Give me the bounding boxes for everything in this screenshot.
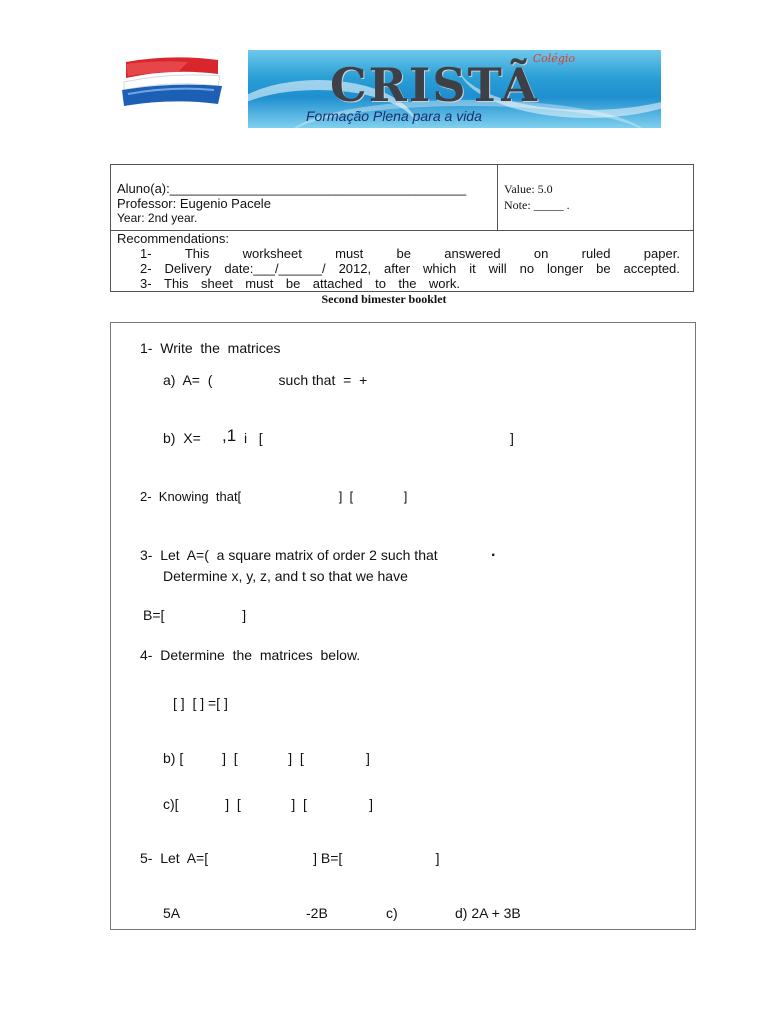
recommendation-item — [140, 246, 680, 262]
question-1b: b) X= — [163, 430, 201, 446]
recommendation-word: the — [398, 276, 417, 291]
recommendation-word: which — [423, 261, 457, 276]
recommendation-word: sheet — [201, 276, 233, 291]
banner-title: CRISTÃ — [330, 58, 539, 112]
school-logo-icon — [118, 56, 226, 108]
recommendation-item — [140, 276, 460, 292]
header-table — [110, 164, 694, 292]
recommendation-word: after — [384, 261, 411, 276]
question-2: 2- Knowing that[ ] [ ] — [140, 489, 408, 504]
question-4c: c)[ ] [ ] [ ] — [163, 796, 374, 812]
recommendation-word: This — [164, 276, 189, 291]
question-1b-bracket: ] — [510, 430, 514, 446]
recommendation-word: 2012, — [338, 261, 372, 276]
recommendation-item — [140, 261, 680, 277]
question-1b-value: ,1 — [222, 426, 237, 445]
recommendation-word: be — [396, 246, 412, 261]
question-4a: [ ] [ ] =[ ] — [173, 695, 228, 711]
question-3: 3- Let A=( a square matrix of order 2 such that — [140, 547, 438, 563]
recommendation-word: no — [519, 261, 535, 276]
school-banner — [248, 50, 661, 128]
banner-slogan: Formação Plena para a vida — [306, 108, 482, 124]
recommendation-word: must — [335, 246, 364, 261]
recommendation-word: date:___/______/ — [224, 261, 326, 276]
note-label: Note: _____ . — [504, 198, 570, 212]
recommendation-word: paper. — [643, 246, 680, 261]
question-5b: -2B — [306, 905, 328, 921]
questions-box — [110, 322, 696, 930]
booklet-title: Second bimester booklet — [321, 292, 447, 306]
question-1a: a) A= ( such that = + — [163, 372, 368, 388]
recommendation-word: worksheet — [242, 246, 302, 261]
recommendation-word: it — [469, 261, 476, 276]
value-label: Value: 5.0 — [504, 182, 553, 196]
question-1b-matrix: i [ — [244, 430, 263, 446]
divider — [497, 165, 498, 230]
recommendation-word: be — [285, 276, 301, 291]
question-5a: 5A — [163, 905, 181, 921]
question-4: 4- Determine the matrices below. — [140, 647, 361, 663]
recommendation-word: will — [488, 261, 507, 276]
recommendation-word: longer — [547, 261, 584, 276]
question-5c: c) — [386, 905, 398, 921]
recommendations-label: Recommendations: — [117, 231, 229, 246]
student-name-field: Aluno(a):_________________________________________ — [117, 181, 467, 196]
recommendation-word: accepted. — [623, 261, 680, 276]
banner-small-text: Colégio — [532, 52, 575, 65]
recommendation-word: 3- — [140, 276, 152, 291]
school-year: Year: 2nd year. — [117, 211, 198, 225]
recommendation-word: to — [375, 276, 386, 291]
recommendation-word: attached — [312, 276, 363, 291]
recommendation-word: 2- — [140, 261, 152, 276]
recommendation-word: work. — [428, 276, 460, 291]
question-5: 5- Let A=[ ] B=[ ] — [140, 850, 440, 866]
recommendation-word: must — [245, 276, 274, 291]
question-3-line2: Determine x, y, z, and t so that we have — [163, 568, 408, 584]
teacher-name: Professor: Eugenio Pacele — [117, 196, 271, 211]
recommendation-word: answered — [444, 246, 501, 261]
question-3-dot: . — [491, 543, 496, 560]
question-1: 1- Write the matrices — [140, 340, 281, 356]
recommendation-word: be — [596, 261, 611, 276]
recommendation-word: 1- — [140, 246, 152, 261]
recommendation-word: Delivery — [164, 261, 212, 276]
recommendation-word: on — [533, 246, 549, 261]
question-4b: b) [ ] [ ] [ ] — [163, 750, 370, 766]
recommendation-word: This — [184, 246, 210, 261]
recommendation-word: ruled — [581, 246, 611, 261]
question-3-matrix-b: B=[ ] — [143, 607, 247, 623]
question-5d: d) 2A + 3B — [455, 905, 521, 921]
